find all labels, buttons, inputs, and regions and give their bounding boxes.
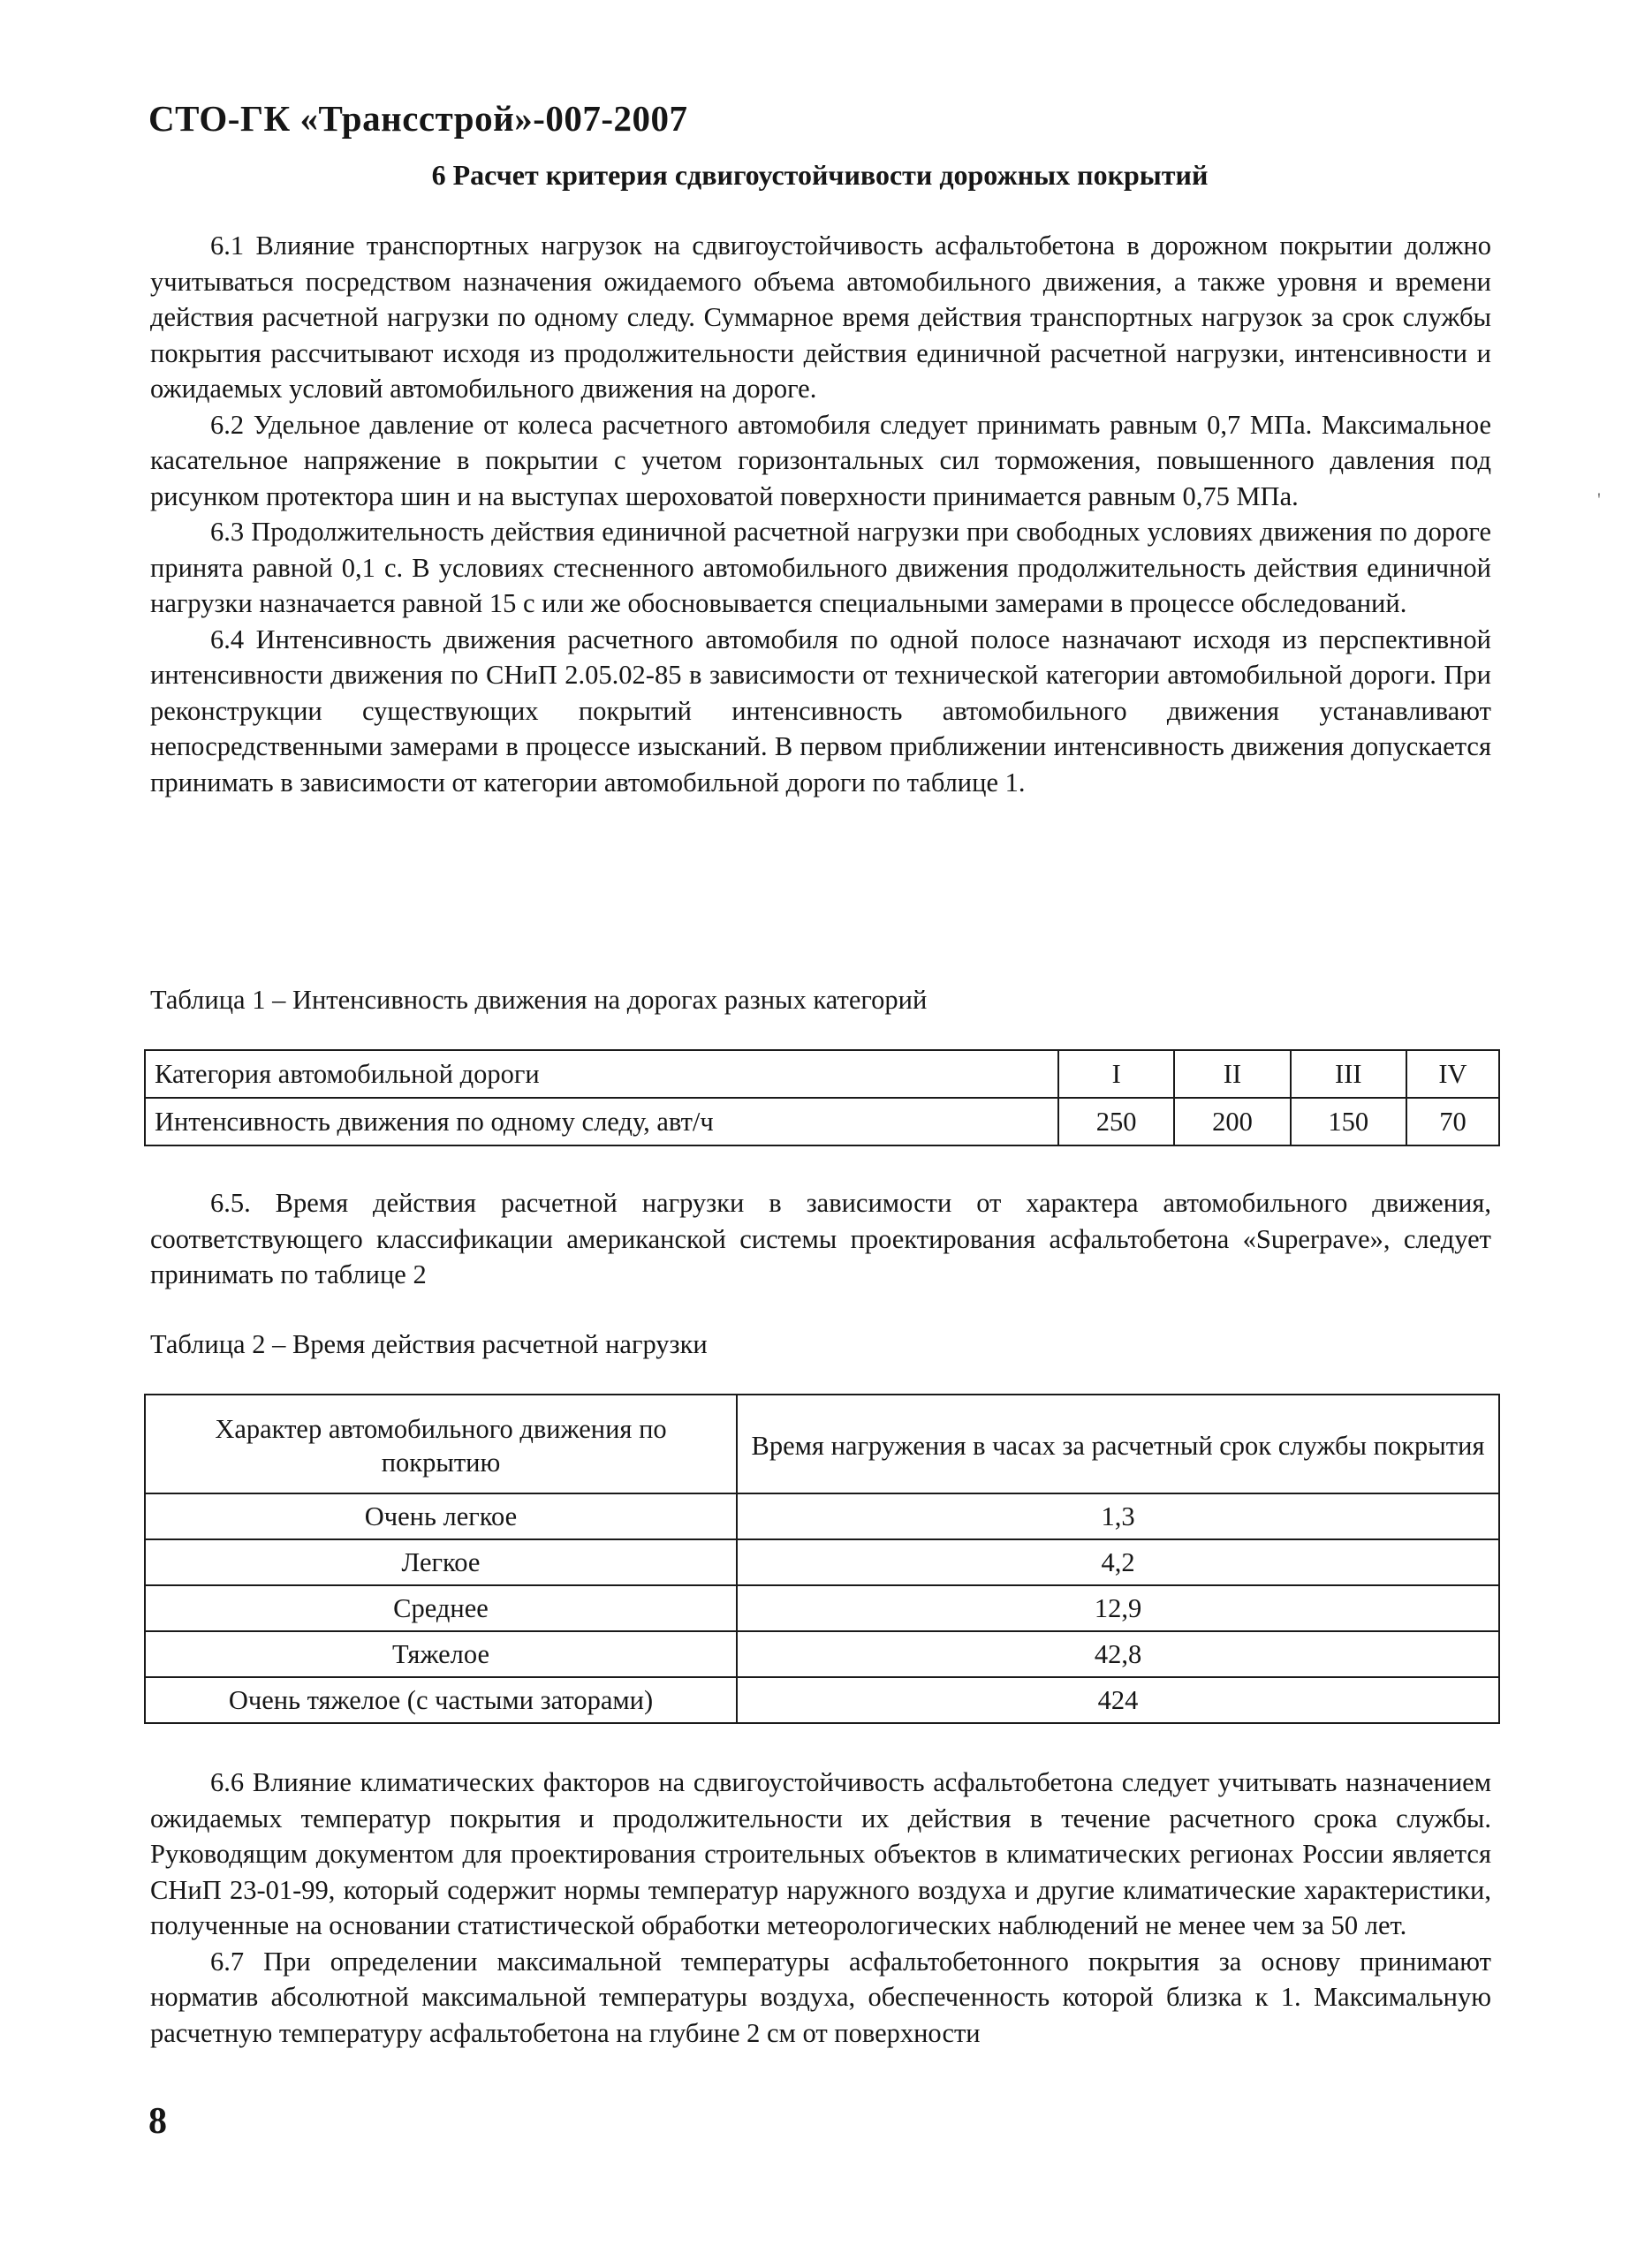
table-row	[145, 1050, 1499, 1098]
table-row	[145, 1631, 1499, 1677]
paragraph-6-1: 6.1 Влияние транспортных нагрузок на сдвигоустойчивость асфальтобетона в дорожном покрытии должно учитываться посредством назначения ожидаемого объема автомобильного движения, а также уровня и времени действия расчетной нагрузки по одному следу. Суммарное время действия транспортных нагрузок за срок службы покрытия рассчитывают исходя из продолжительности действия единичной расчетной нагрузки, интенсивности и ожидаемых условий автомобильного движения на дороге.	[150, 231, 1491, 404]
table-cell: III	[1291, 1050, 1406, 1098]
table-row	[145, 1098, 1499, 1145]
table-header-row	[145, 1395, 1499, 1493]
paragraph-6-5: 6.5. Время действия расчетной нагрузки в зависимости от характера автомобильного движения, соответствующего классификации американской системы проектирования асфальтобетона «Superpave», следует принимать по таблице 2	[150, 1188, 1491, 1289]
table-cell: Среднее	[145, 1585, 737, 1631]
document-code: СТО-ГК «Трансстрой»-007-2007	[148, 98, 688, 139]
table-header-cell: Время нагружения в часах за расчетный срок службы покрытия	[737, 1395, 1499, 1493]
table-cell: 12,9	[737, 1585, 1499, 1631]
body-text-bottom	[150, 1765, 1491, 2051]
table-cell: Очень тяжелое (с частыми заторами)	[145, 1677, 737, 1723]
table-cell: II	[1174, 1050, 1290, 1098]
table-cell: 250	[1058, 1098, 1174, 1145]
table-cell: Тяжелое	[145, 1631, 737, 1677]
table-cell: 4,2	[737, 1539, 1499, 1585]
table-road-intensity	[144, 1049, 1500, 1146]
table-load-time	[144, 1394, 1500, 1724]
table-cell: Интенсивность движения по одному следу, авт/ч	[145, 1098, 1058, 1145]
table-cell: 200	[1174, 1098, 1290, 1145]
table2-caption: Таблица 2 – Время действия расчетной нагрузки	[150, 1329, 708, 1359]
table-cell: Очень легкое	[145, 1493, 737, 1539]
paragraph-6-4: 6.4 Интенсивность движения расчетного автомобиля по одной полосе назначают исходя из перспективной интенсивности движения по СНиП 2.05.02-85 в зависимости от технической категории автомобильной дороги. При реконструкции существующих покрытий интенсивность автомобильного движения устанавливают непосредственными замерами в процессе изысканий. В первом приближении интенсивность движения допускается принимать в зависимости от категории автомобильной дороги по таблице 1.	[150, 624, 1491, 798]
paragraph-6-6: 6.6 Влияние климатических факторов на сдвигоустойчивость асфальтобетона следует учитывать назначением ожидаемых температур покрытия и продолжительности их действия в течение расчетного срока службы. Руководящим документом для проектирования строительных объектов в климатических регионах России является СНиП 23-01-99, который содержит нормы температур наружного воздуха и другие климатические характеристики, полученные на основании статистической обработки метеорологических наблюдений не менее чем за 50 лет.	[150, 1767, 1491, 1940]
table-cell: I	[1058, 1050, 1174, 1098]
table-cell: 42,8	[737, 1631, 1499, 1677]
table-cell: 70	[1406, 1098, 1499, 1145]
table-cell: 424	[737, 1677, 1499, 1723]
page-number: 8	[148, 2101, 167, 2142]
paragraph-6-3: 6.3 Продолжительность действия единичной расчетной нагрузки при свободных условиях движения по дороге принята равной 0,1 с. В условиях стесненного автомобильного движения продолжительность действия единичной нагрузки назначается равной 15 с или же обосновывается специальными замерами в процессе обследований.	[150, 517, 1491, 618]
section-title: 6 Расчет критерия сдвигоустойчивости дорожных покрытий	[431, 159, 1209, 191]
table-cell: 1,3	[737, 1493, 1499, 1539]
body-text-middle	[150, 1185, 1491, 1293]
table-row	[145, 1539, 1499, 1585]
margin-mark: '	[1597, 488, 1601, 510]
table-row	[145, 1677, 1499, 1723]
body-text-top	[150, 228, 1491, 800]
paragraph-6-2: 6.2 Удельное давление от колеса расчетного автомобиля следует принимать равным 0,7 МПа. Максимальное касательное напряжение в покрытии с учетом горизонтальных сил торможения, повышенного давления под рисунком протектора шин и на выступах шероховатой поверхности принимается равным 0,75 МПа.	[150, 409, 1491, 511]
table-cell: 150	[1291, 1098, 1406, 1145]
table-cell: IV	[1406, 1050, 1499, 1098]
paragraph-6-7: 6.7 При определении максимальной температуры асфальтобетонного покрытия за основу принимают норматив абсолютной максимальной температуры воздуха, обеспеченность которой близка к 1. Максимальную расчетную температуру асфальтобетона на глубине 2 см от поверхности	[150, 1946, 1491, 2048]
table-header-cell: Характер автомобильного движения по покрытию	[145, 1395, 737, 1493]
table-cell: Легкое	[145, 1539, 737, 1585]
table-cell: Категория автомобильной дороги	[145, 1050, 1058, 1098]
table1-caption: Таблица 1 – Интенсивность движения на дорогах разных категорий	[150, 985, 928, 1015]
table-row	[145, 1493, 1499, 1539]
table-row	[145, 1585, 1499, 1631]
